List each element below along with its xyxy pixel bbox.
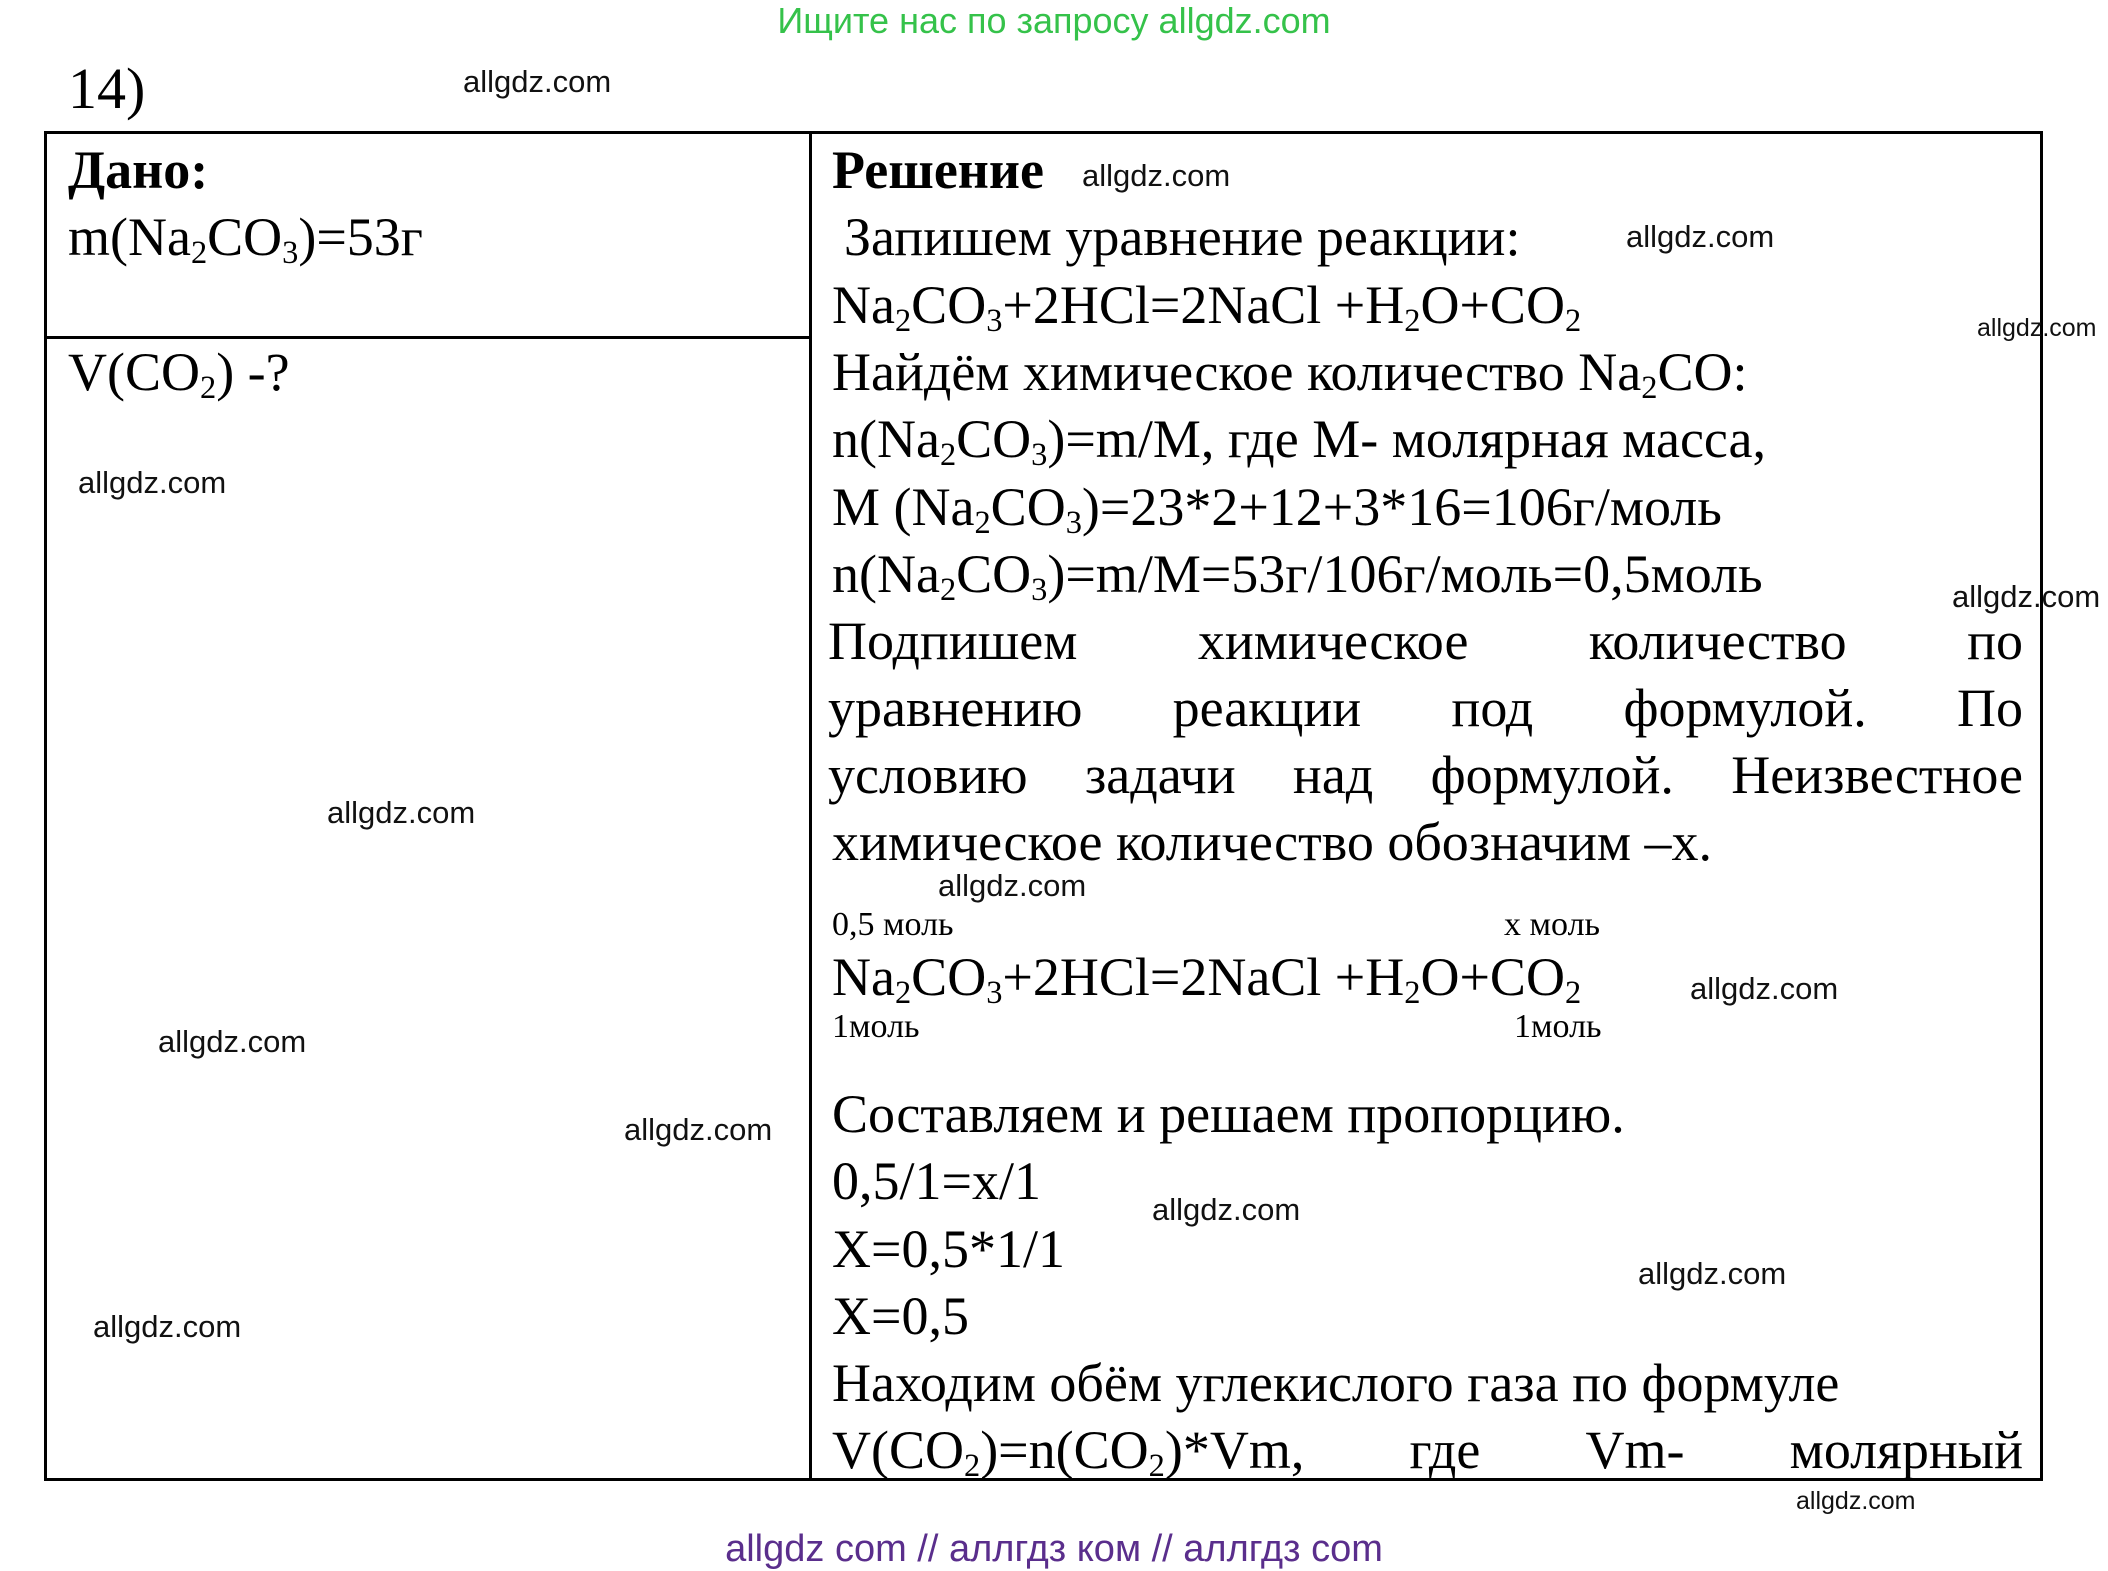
find-volume: $V(CO_2)$ -?	[68, 342, 290, 407]
watermark: allgdz.com	[1952, 579, 2101, 614]
solution-line-1: Запишем уравнение реакции:	[844, 207, 1521, 267]
given-mass: $m(Na_2CO_3)=53г$	[68, 207, 423, 272]
paragraph-line-3: условию задачи над формулой. Неизвестное	[828, 745, 2023, 805]
watermark: allgdz.com	[1638, 1256, 1787, 1291]
solution-line-3: Найдём химическое количество $Na_2CO$:	[832, 342, 1748, 407]
label-above-left: 0,5 моль	[832, 906, 954, 943]
watermark: allgdz.com	[1796, 1487, 1916, 1515]
watermark: allgdz.com	[1152, 1192, 1301, 1227]
watermark: allgdz.com	[1626, 219, 1775, 254]
given-heading: Дано:	[68, 140, 209, 200]
reaction-equation: $Na_2CO_3+2HCl=2NaCl +H_2O+CO_2$	[832, 275, 1582, 340]
watermark: allgdz.com	[158, 1024, 307, 1059]
watermark: allgdz.com	[93, 1309, 242, 1344]
label-above-right: х моль	[1504, 906, 1601, 943]
solution-line-13: Х=0,5*1/1	[832, 1219, 1065, 1279]
watermark: allgdz.com	[1977, 314, 2097, 342]
paragraph-line-2: уравнению реакции под формулой. По	[828, 678, 2023, 738]
solution-line-4: $n(Na_2CO_3)=m/M$, где M- молярная масса,	[832, 409, 1767, 474]
watermark: allgdz.com	[938, 868, 1087, 903]
solution-line-15: Находим обём углекислого газа по формуле	[832, 1353, 1840, 1413]
bottom-banner: allgdz com // аллгдз ком // аллгдз com	[725, 1528, 1383, 1570]
top-banner: Ищите нас по запросу allgdz.com	[777, 0, 1331, 41]
solution-line-14: Х=0,5	[832, 1286, 969, 1346]
watermark: allgdz.com	[1690, 971, 1839, 1006]
paragraph-line-4: химическое количество обозначим –х.	[832, 812, 1713, 872]
label-below-left: 1моль	[832, 1008, 920, 1045]
column-divider	[809, 134, 812, 1478]
reaction-equation-labeled: $Na_2CO_3+2HCl=2NaCl +H_2O+CO_2$	[832, 947, 1582, 1012]
solution-line-5: M $(Na_2CO_3)=23*2+12+3*16=106г$/моль	[832, 477, 1722, 542]
label-below-right: 1моль	[1514, 1008, 1602, 1045]
watermark: allgdz.com	[78, 465, 227, 500]
paragraph-line-1: Подпишем химическое количество по	[828, 611, 2023, 671]
watermark: allgdz.com	[463, 64, 612, 99]
solution-heading: Решение	[832, 140, 1044, 200]
problem-number: 14)	[68, 56, 146, 121]
watermark: allgdz.com	[624, 1112, 773, 1147]
solution-line-11: Составляем и решаем пропорцию.	[832, 1084, 1625, 1144]
solution-line-6: $n(Na_2CO_3)=m/M=53г/106г/моль=0,5моль$	[832, 544, 1763, 609]
watermark: allgdz.com	[327, 795, 476, 830]
solution-line-16: $V(CO_2)=n(CO_2)*Vm$, где Vm- молярный	[832, 1420, 2023, 1485]
given-divider	[47, 336, 809, 339]
solution-line-12: 0,5/1=х/1	[832, 1151, 1041, 1211]
watermark: allgdz.com	[1082, 158, 1231, 193]
